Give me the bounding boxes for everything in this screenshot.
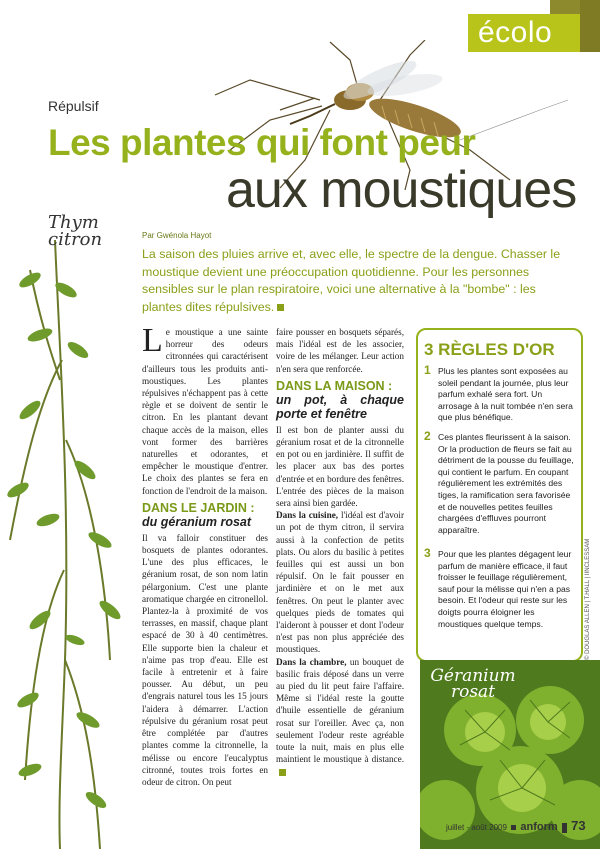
rule-item xyxy=(424,546,574,630)
intro-paragraph xyxy=(142,246,572,316)
rule-text: Ces plantes fleurissent à la saison. Or la production de fleurs se fait au détriment de la pousse du feuillage, qui contient le parfum. En coupant régulièrement les extrémités des tiges, la ramification sera favorisée et de nouvelles petites feuilles chargées d'effluves pourront apparaître. xyxy=(438,432,574,535)
plant-label-geranium: Géranium rosat xyxy=(430,666,516,702)
col1-intro: e moustique a une sainte horreur des odeurs citronnées qui caractérisent d'ailleurs tous les produits anti-moustiques. Les plantes répulsives n'échappent pas à cette règle et se doivent de sentir le citron. En les plantant devant chaque accès de la maison, elles vont former des barrières naturelles et odorantes, et empêcher le moustique d'entrer. Le choix des plantes se fera en fonction de l'endroit de la maison. xyxy=(142,327,268,496)
rule-number: 1 xyxy=(424,363,431,377)
section-subheading-house: un pot, à chaque porte et fenêtre xyxy=(276,392,404,421)
page-footer xyxy=(446,818,586,833)
end-mark-icon xyxy=(277,304,284,311)
title-line-2: aux moustiques xyxy=(226,161,577,219)
col2-body-3: un bouquet de basilic frais déposé dans un verre au pied du lit peut faire l'affaire. Même si l'idéal reste la goutte d'huile essentielle de géranium rosat sur l'oreiller. Avec ça, non seulement l'odeur reste agréable toute la nuit, mais en plus elle maintient le moustique à distance. xyxy=(276,656,404,765)
rule-item xyxy=(424,363,574,424)
section-heading-house: DANS LA MAISON : xyxy=(276,378,393,393)
title-line-1: Les plantes qui font peur xyxy=(48,122,476,163)
section-label: écolo xyxy=(478,16,553,49)
col2-intro: faire pousser en bosquets séparés, mais l'idéal est de les associer, voire de les mélanger. Leur action n'en sera que renforcée. xyxy=(276,327,404,374)
col1-body: Il va falloir constituer des bosquets de plantes odorantes. L'une des plus efficaces, le géranium rosat, de son nom latin pélargonium. C'est une plante aromatique chargée en citronellol. Plantez-la à proximité de vos terrasses, en massif, chaque plant espacé de 30 à 40 centimètres. Elle supporte bien la chaleur et n'aime pas trop d'eau. Elle est facile à entretenir et à faire pousser. Au début, un peu d'engrais naturel tous les 15 jours l'aidera à démarrer. L'action répulsive du géranium rosat peut être complétée par d'autres plantes comme la citronnelle, la mélisse ou encore l'eucalyptus citronné, toutes trois fortes en odeur de citron. On peut xyxy=(142,532,268,787)
rule-text: Pour que les plantes dégagent leur parfum de manière efficace, il faut froisser le feuillage régulièrement, sauf pour la mélisse qui n'en a pas besoin. Et l'odeur qui reste sur les doigts pourra éloigner les moustiques quelque temps. xyxy=(438,549,572,629)
article-column-1 xyxy=(142,322,268,788)
photo-credit: © DOUGLAS ALLEN | T.HALL | IINCLESSAM xyxy=(585,538,591,660)
end-mark-icon xyxy=(279,769,286,776)
col2-body-2: l'idéal est d'avoir un pot de thym citron, il servira aussi à la confection de petits plats. Ou alors du basilic à petites feuilles qui est aussi un bon répulsif. On le fait pousser en jardinière et on le met aux fenêtres. On peut le planter avec quelques pieds de tomates qui l'aideront à pousser et dont l'odeur n'est pas non plus appréciée des moustiques. xyxy=(276,510,405,655)
dropcap: L xyxy=(142,322,163,359)
plant-label-thyme: Thym citron xyxy=(48,212,103,250)
col2-lead-bedroom: Dans la chambre, xyxy=(276,656,347,667)
section-tab-strip xyxy=(550,0,580,14)
thyme-plant-image xyxy=(0,240,140,849)
rule-text: Plus les plantes sont exposées au soleil pendant la journée, plus leur parfum exhalé sera fort. Un arrosage à la nuit tombée n'en sera que plus bénéfique. xyxy=(438,366,573,423)
magazine-name: anform xyxy=(520,821,558,833)
article-kicker: Répulsif xyxy=(48,98,99,114)
rule-number: 3 xyxy=(424,546,431,560)
rule-number: 2 xyxy=(424,429,431,443)
rule-item xyxy=(424,429,574,536)
section-tab-edge xyxy=(580,0,600,52)
footer-bar xyxy=(562,823,567,833)
intro-text: La saison des pluies arrive et, avec elle, le spectre de la dengue. Chasser le moustique devient une préoccupation quotidienne. Pour les personnes sensibles sur le plan respiratoire, voici une alternative à la "bombe" : les plantes dites répulsives. xyxy=(142,247,561,314)
section-subheading-garden: du géranium rosat xyxy=(142,514,252,529)
col2-body-1: Il est bon de planter aussi du géranium rosat et de la citronnelle en pot ou en jardinière. Il suffit de les placer aux bas des portes d'entrée et en bordure des fenêtres. L'entrée des pièces de la maison sera ainsi bien gardée. xyxy=(276,424,404,509)
footer-separator-icon xyxy=(511,825,516,830)
article-column-2 xyxy=(276,326,404,778)
issue-date: juillet - août 2009 xyxy=(446,823,507,832)
section-heading-garden: DANS LE JARDIN : xyxy=(142,500,255,515)
golden-rules-title: 3 RÈGLES D'OR xyxy=(424,340,555,359)
byline: Par Gwénola Hayot xyxy=(142,231,212,240)
col2-lead-kitchen: Dans la cuisine, xyxy=(276,510,339,521)
page-number: 73 xyxy=(571,818,586,833)
